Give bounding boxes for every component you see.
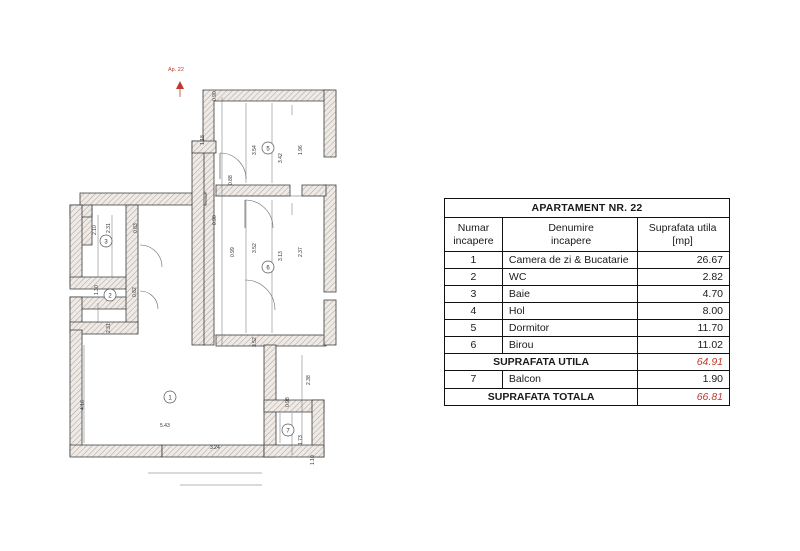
partitions bbox=[138, 196, 324, 335]
table-row bbox=[445, 337, 730, 354]
row-number: 5 bbox=[445, 320, 503, 337]
row-number: 7 bbox=[445, 371, 503, 388]
table-title: APARTAMENT NR. 22 bbox=[445, 199, 730, 218]
table-row bbox=[445, 286, 730, 303]
row-name: Birou bbox=[502, 337, 637, 354]
entrance-arrow-icon bbox=[176, 81, 184, 97]
header-room-area-line1: Suprafata utila bbox=[648, 222, 717, 235]
svg-text:3: 3 bbox=[104, 239, 108, 246]
dim-1-10: 1.10 bbox=[310, 455, 316, 465]
dim-2-31: 2.31 bbox=[106, 223, 112, 233]
table-row bbox=[445, 303, 730, 320]
dim-1-73: 1.73 bbox=[298, 435, 304, 445]
floor-plan-svg bbox=[40, 45, 410, 495]
subtotal-row bbox=[445, 354, 730, 371]
subtotal-value: 64.91 bbox=[638, 354, 730, 371]
svg-text:2: 2 bbox=[108, 293, 112, 300]
header-room-name-line2: incapere bbox=[550, 234, 592, 247]
dim-0-82: 0.82 bbox=[132, 287, 138, 297]
subtotal-label: SUPRAFATA UTILA bbox=[445, 354, 638, 371]
dim-4-16: 4.16 bbox=[80, 400, 86, 410]
header-room-number-line1: Numar bbox=[457, 222, 490, 235]
row-area: 2.82 bbox=[638, 269, 730, 286]
dim-3-52: 3.52 bbox=[252, 243, 258, 253]
row-area: 11.02 bbox=[638, 337, 730, 354]
header-room-number-line2: incapere bbox=[453, 234, 494, 247]
dim-2-37: 2.37 bbox=[298, 247, 304, 257]
dim-5-43: 5.43 bbox=[160, 423, 170, 429]
dim-0-90: 0.90 bbox=[212, 91, 218, 101]
floor-plan bbox=[40, 45, 410, 495]
total-row bbox=[445, 388, 730, 405]
svg-text:5: 5 bbox=[266, 146, 270, 153]
header-room-area bbox=[638, 218, 730, 252]
dim-0-83: 0.83 bbox=[133, 223, 139, 233]
apartment-table-container bbox=[444, 198, 730, 406]
table-row bbox=[445, 269, 730, 286]
row-number: 1 bbox=[445, 252, 503, 269]
dim-0-90b: 0.90 bbox=[212, 215, 218, 225]
row-name: Dormitor bbox=[502, 320, 637, 337]
row-name: WC bbox=[502, 269, 637, 286]
apartment-tag: Ap. 22 bbox=[168, 67, 184, 73]
svg-text:6: 6 bbox=[266, 265, 270, 272]
apartment-table bbox=[444, 198, 730, 406]
table-header-row bbox=[445, 218, 730, 252]
svg-text:7: 7 bbox=[286, 428, 290, 435]
row-number: 6 bbox=[445, 337, 503, 354]
dim-1-18: 1.18 bbox=[200, 135, 206, 145]
row-area: 8.00 bbox=[638, 303, 730, 320]
header-room-number bbox=[445, 218, 503, 252]
header-room-area-line2: [mp] bbox=[672, 234, 693, 247]
table-title-row bbox=[445, 199, 730, 218]
row-area: 1.90 bbox=[638, 371, 730, 388]
row-number: 3 bbox=[445, 286, 503, 303]
row-area: 11.70 bbox=[638, 320, 730, 337]
dim-2-10: 2.10 bbox=[92, 225, 98, 235]
header-room-name-line1: Denumire bbox=[548, 222, 594, 235]
walls-group bbox=[70, 90, 336, 457]
dim-3-13: 3.13 bbox=[278, 251, 284, 261]
dim-3-52b: 3.52 bbox=[252, 337, 258, 347]
row-name: Camera de zi & Bucatarie bbox=[502, 252, 637, 269]
dim-2-38: 2.38 bbox=[306, 375, 312, 385]
table-row bbox=[445, 252, 730, 269]
dim-0-98: 0.98 bbox=[285, 397, 291, 407]
row-area: 26.67 bbox=[638, 252, 730, 269]
dim-0-99: 0.99 bbox=[230, 247, 236, 257]
dim-1-96: 1.96 bbox=[298, 145, 304, 155]
table-row bbox=[445, 371, 730, 388]
dim-3-42: 3.42 bbox=[278, 153, 284, 163]
row-number: 2 bbox=[445, 269, 503, 286]
header-room-name bbox=[502, 218, 637, 252]
row-number: 4 bbox=[445, 303, 503, 320]
dim-2-31b: 2.31 bbox=[106, 323, 112, 333]
svg-text:1: 1 bbox=[168, 395, 172, 402]
table-row bbox=[445, 320, 730, 337]
dim-1-30: 1.30 bbox=[94, 285, 100, 295]
total-value: 66.81 bbox=[638, 388, 730, 405]
row-name: Balcon bbox=[502, 371, 637, 388]
dim-3-54: 3.54 bbox=[252, 145, 258, 155]
row-name: Hol bbox=[502, 303, 637, 320]
row-name: Baie bbox=[502, 286, 637, 303]
dim-0-88: 0.88 bbox=[228, 175, 234, 185]
total-label: SUPRAFATA TOTALA bbox=[445, 388, 638, 405]
dim-3-24: 3.24 bbox=[210, 445, 220, 451]
row-area: 4.70 bbox=[638, 286, 730, 303]
